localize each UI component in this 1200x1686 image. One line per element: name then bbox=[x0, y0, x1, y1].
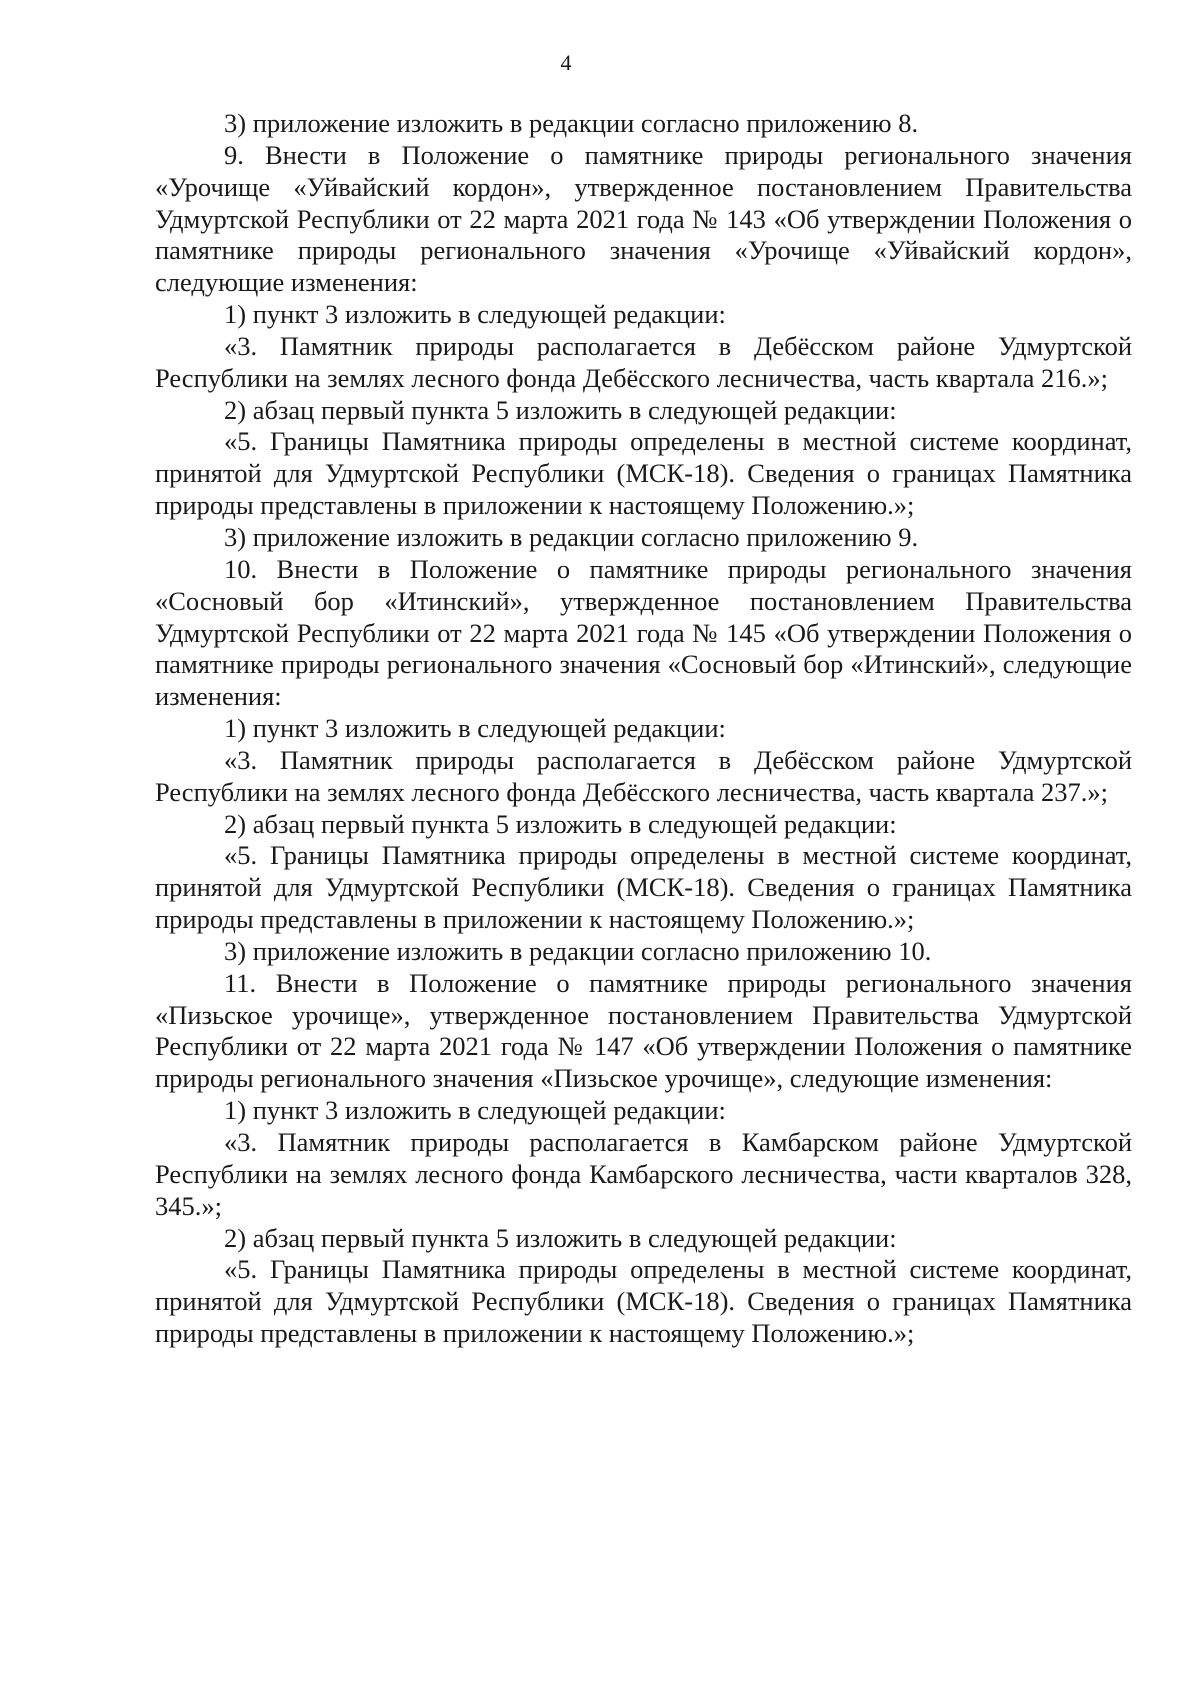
paragraph-11-subitem-2: 2) абзац первый пункта 5 изложить в следующей редакции: bbox=[224, 1222, 897, 1253]
page-number: 4 bbox=[560, 50, 572, 75]
paragraph-item-11: 11. Внести в Положение о памятнике природы регионального значения «Пизьское урочище», утвержденное постановлением Правительства Удмуртской Республики от 22 марта 2021 года № 147 «Об утверждении Положения о памятнике природы регионального значения «Пизьское урочище», следующие изменения: bbox=[155, 967, 1132, 1094]
paragraph-10-clause-5: «5. Границы Памятника природы определены в местной системе координат, принятой для Удмуртской Республики (МСК-18). Сведения о границах Памятника природы представлены в приложении к настоящему Положению.»; bbox=[155, 840, 1132, 935]
paragraph-appendix-8: 3) приложение изложить в редакции согласно приложению 8. bbox=[224, 108, 919, 138]
paragraph-11-subitem-1: 1) пункт 3 изложить в следующей редакции: bbox=[224, 1095, 726, 1126]
paragraph-11-clause-5: «5. Границы Памятника природы определены в местной системе координат, принятой для Удмуртской Республики (МСК-18). Сведения о границах Памятника природы представлены в приложении к настоящему Положению.»; bbox=[155, 1254, 1132, 1349]
paragraph-10-subitem-1: 1) пункт 3 изложить в следующей редакции: bbox=[224, 713, 726, 744]
paragraph-9-subitem-1: 1) пункт 3 изложить в следующей редакции: bbox=[224, 299, 726, 330]
paragraph-9-clause-3: «3. Памятник природы располагается в Дебёсском районе Удмуртской Республики на землях лесного фонда Дебёсского лесничества, часть квартала 216.»; bbox=[155, 330, 1132, 393]
paragraph-9-clause-5: «5. Границы Памятника природы определены в местной системе координат, принятой для Удмуртской Республики (МСК-18). Сведения о границах Памятника природы представлены в приложении к настоящему Положению.»; bbox=[155, 426, 1132, 521]
paragraph-10-subitem-2: 2) абзац первый пункта 5 изложить в следующей редакции: bbox=[224, 808, 897, 839]
paragraph-item-10: 10. Внести в Положение о памятнике природы регионального значения «Сосновый бор «Итинский», утвержденное постановлением Правительства Удмуртской Республики от 22 марта 2021 года № 145 «Об утверждении Положения о памятнике природы регионального значения «Сосновый бор «Итинский», следующие изменения: bbox=[155, 553, 1132, 712]
paragraph-9-subitem-2: 2) абзац первый пункта 5 изложить в следующей редакции: bbox=[224, 394, 897, 425]
paragraph-11-clause-3: «3. Памятник природы располагается в Камбарском районе Удмуртской Республики на землях лесного фонда Камбарского лесничества, части кварталов 328, 345.»; bbox=[155, 1127, 1132, 1221]
paragraph-item-9: 9. Внести в Положение о памятнике природы регионального значения «Урочище «Уйвайский кордон», утвержденное постановлением Правительства Удмуртской Республики от 22 марта 2021 года № 143 «Об утверждении Положения о памятнике природы регионального значения «Урочище «Уйвайский кордон», следующие изменения: bbox=[155, 139, 1132, 298]
paragraph-10-clause-3: «3. Памятник природы располагается в Дебёсском районе Удмуртской Республики на землях лесного фонда Дебёсского лесничества, часть квартала 237.»; bbox=[155, 744, 1132, 807]
paragraph-9-subitem-3: 3) приложение изложить в редакции согласно приложению 9. bbox=[224, 521, 919, 552]
document-body bbox=[155, 108, 1132, 1350]
paragraph-10-subitem-3: 3) приложение изложить в редакции согласно приложению 10. bbox=[224, 935, 932, 966]
